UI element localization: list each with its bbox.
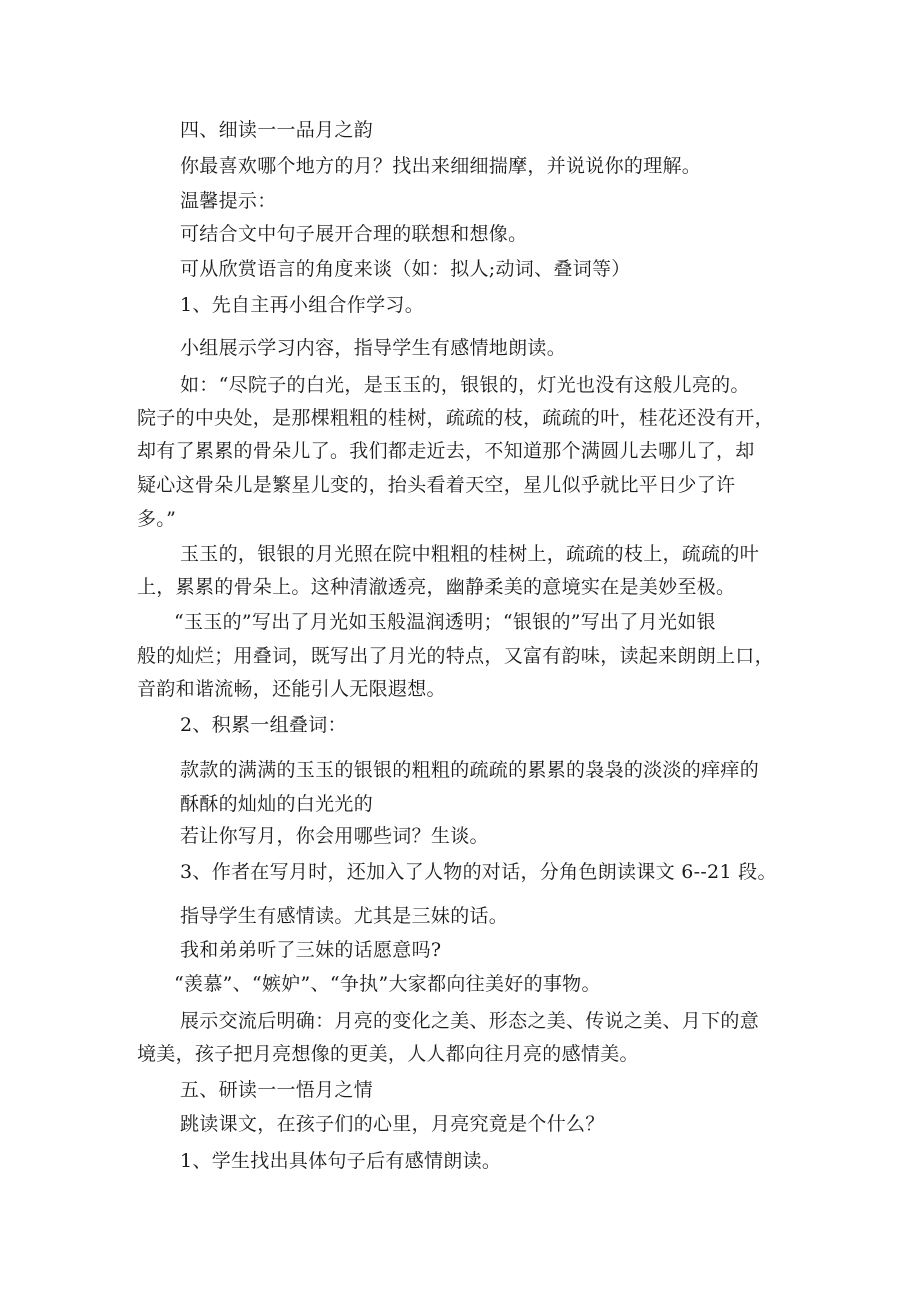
- summary-line-1: 展示交流后明确：月亮的变化之美、形态之美、传说之美、月下的意: [180, 1010, 760, 1032]
- quote-line-2: 院子的中央处，是那棵粗粗的桂树，疏疏的枝，疏疏的叶，桂花还没有开，: [137, 407, 774, 429]
- quote-line-5: 多。”: [137, 508, 177, 530]
- question-text: 你最喜欢哪个地方的月？找出来细细揣摩，并说说你的理解。: [180, 155, 702, 177]
- quote-line-1: 如：“尽院子的白光，是玉玉的，银银的，灯光也没有这般儿亮的。: [180, 374, 750, 396]
- analysis-line-1: 玉玉的，银银的月光照在院中粗粗的桂树上，疏疏的枝上，疏疏的叶: [180, 543, 760, 565]
- step-1: 1、学生找出具体句子后有感情朗读。: [180, 1150, 502, 1172]
- analysis-line-3: “玉玉的”写出了月光如玉般温润透明；“银银的”写出了月光如银: [174, 611, 716, 633]
- word-list-line-1: 款款的满满的玉玉的银银的粗粗的疏疏的累累的袅袅的淡淡的痒痒的: [180, 759, 760, 781]
- step-3: 3、作者在写月时，还加入了人物的对话，分角色朗读课文 6--21 段。: [180, 861, 777, 883]
- tip-item-1: 可结合文中句子展开合理的联想和想像。: [180, 223, 528, 245]
- paragraph-line: 指导学生有感情读。尤其是三妹的话。: [180, 905, 509, 927]
- step-1: 1、先自主再小组合作学习。: [180, 294, 424, 316]
- section-heading-4: 四、细读一一品月之韵: [180, 119, 374, 141]
- word-list-line-2: 酥酥的灿灿的白光光的: [180, 793, 374, 815]
- tip-item-2: 可从欣赏语言的角度来谈（如：拟人;动词、叠词等）: [180, 258, 631, 280]
- analysis-line-4: 般的灿烂；用叠词，既写出了月光的特点，又富有韵味，读起来朗朗上口，: [137, 645, 774, 667]
- paragraph-line: 小组展示学习内容，指导学生有感情地朗读。: [180, 337, 567, 359]
- paragraph-line: 我和弟弟听了三妹的话愿意吗?: [180, 939, 442, 961]
- analysis-line-5: 音韵和谐流畅，还能引人无限遐想。: [137, 678, 446, 700]
- paragraph-line: “羡慕”、“嫉妒”、“争执”大家都向往美好的事物。: [174, 973, 601, 995]
- analysis-line-2: 上，累累的骨朵上。这种清澈透亮，幽静柔美的意境实在是美妙至极。: [137, 576, 736, 598]
- tips-label: 温馨提示：: [180, 190, 277, 212]
- quote-line-3: 却有了累累的骨朵儿了。我们都走近去，不知道那个满圆儿去哪儿了，却: [137, 440, 755, 462]
- paragraph-line: 若让你写月，你会用哪些词？生谈。: [180, 825, 489, 847]
- question-text: 跳读课文，在孩子们的心里，月亮究竟是个什么？: [180, 1113, 605, 1135]
- summary-line-2: 境美，孩子把月亮想像的更美，人人都向往月亮的感情美。: [137, 1043, 639, 1065]
- quote-line-4: 疑心这骨朵儿是繁星儿变的，抬头看着天空，星儿似乎就比平日少了许: [137, 474, 736, 496]
- step-2: 2、积累一组叠词：: [180, 714, 347, 736]
- section-heading-5: 五、研读一一悟月之情: [180, 1079, 374, 1101]
